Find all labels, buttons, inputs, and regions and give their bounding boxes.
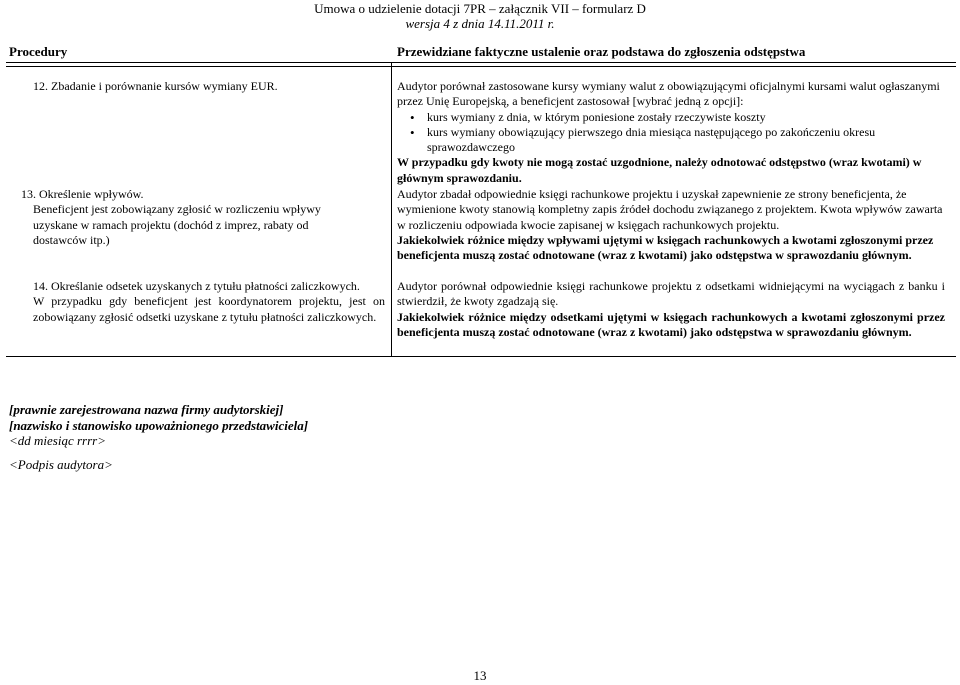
document-version: wersja 4 z dnia 14.11.2011 r.: [405, 16, 555, 31]
row13-title: 13. Określenie wpływów.: [21, 187, 144, 201]
column-header-findings: Przewidziane faktyczne ustalenie oraz podstawa do zgłoszenia odstępstwa: [397, 44, 806, 59]
row14-procedure: [21, 279, 385, 325]
row14-body: W przypadku gdy beneficjent jest koordynatorem projektu, jest on zobowiązany zgłosić odsetki uzyskane z tytułu płatności zaliczkowych.: [33, 294, 385, 324]
document-title: Umowa o udzielenie dotacji 7PR – załącznik VII – formularz D: [314, 1, 646, 16]
row14-note: Jakiekolwiek różnice między odsetkami ujętymi w księgach rachunkowych a kwotami zgłoszonymi przez beneficjenta muszą zostać odnotowane (wraz z kwotami) jako odstępstwa w sprawozdaniu głównym.: [397, 309, 945, 339]
document-header: [0, 1, 960, 31]
row12-option-1: • kurs wymiany z dnia, w którym poniesione zostały rzeczywiste koszty: [427, 110, 945, 125]
row13-finding: [397, 187, 945, 263]
row12-option-2: • kurs wymiany obowiązujący pierwszego dnia miesiąca następującego po zakończeniu okresu sprawozdawczego: [427, 125, 945, 156]
row12-intro: Audytor porównał zastosowane kursy wymiany walut z obowiązującymi oficjalnymi kursami walut ogłaszanymi przez Unię Europejską, a beneficjent zastosował [wybrać jedną z opcji]:: [397, 79, 940, 109]
auditor-firm-placeholder: [prawnie zarejestrowana nazwa firmy audytorskiej]: [9, 402, 284, 417]
row13-note: Jakiekolwiek różnice między wpływami ujętymi w księgach rachunkowych a kwotami zgłoszonymi przez beneficjenta muszą zostać odnotowane (wraz z kwotami) jako odstępstwa w sprawozdaniu głównym.: [397, 232, 934, 263]
row12-finding: [397, 79, 945, 186]
row14-finding-text: Audytor porównał odpowiednie księgi rachunkowe projektu z odsetkami widniejącymi na wyciągach z banku i stwierdził, że kwoty zgadzają się.: [397, 279, 945, 309]
row14-finding: [397, 279, 945, 340]
column-header-procedures: Procedury: [9, 44, 68, 59]
page-number: 13: [473, 668, 487, 683]
signature-block: [9, 402, 308, 472]
row14-title: 14. Określanie odsetek uzyskanych z tytułu płatności zaliczkowych.: [33, 279, 360, 293]
row12-options-list: [397, 110, 945, 156]
table-rule-bottom: [6, 356, 956, 357]
row13-body: Beneficjent jest zobowiązany zgłosić w rozliczeniu wpływy uzyskane w ramach projektu (dochód z imprez, rabaty od dostawców itp.): [33, 202, 321, 247]
table-rule-top: [6, 62, 956, 63]
table-column-divider: [391, 62, 392, 356]
representative-placeholder: [nazwisko i stanowisko upoważnionego przedstawiciela]: [9, 417, 309, 433]
row13-procedure: [21, 187, 361, 248]
auditor-signature-placeholder: <Podpis audytora>: [9, 456, 113, 472]
table-rule-top-double: [6, 66, 956, 67]
row12-note: W przypadku gdy kwoty nie mogą zostać uzgodnione, należy odnotować odstępstwo (wraz kwotami) w głównym sprawozdaniu.: [397, 155, 922, 185]
row13-finding-text: Audytor zbadał odpowiednie księgi rachunkowe projektu i uzyskał zapewnienie ze strony beneficjenta, że wymienione kwoty stanowią kompletny zapis źródeł dochodu związanego z projektem. Kwota wpływów zawarta w rozliczeniu odpowiada kwocie zapisanej w księgach rachunkowych projektu.: [397, 187, 943, 232]
date-placeholder: <dd miesiąc rrrr>: [9, 433, 106, 448]
row12-procedure: 12. Zbadanie i porównanie kursów wymiany EUR.: [33, 79, 278, 93]
